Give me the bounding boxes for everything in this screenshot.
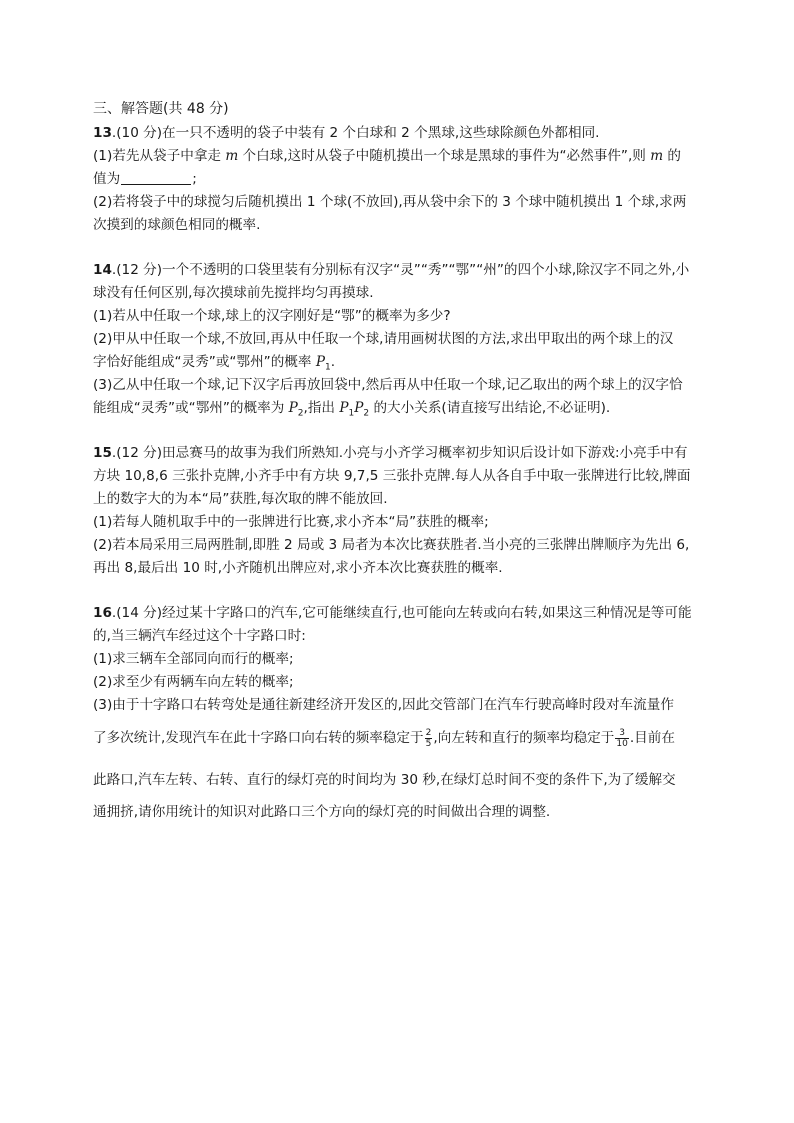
q13-number: 13 <box>93 125 112 141</box>
q13-line-1: 13.(10 分)在一只不透明的袋子中装有 2 个白球和 2 个黑球,这些球除颜色外都相同. <box>93 125 600 141</box>
q14-line-2: 球没有任何区别,每次摸球前先搅拌均匀再摸球. <box>93 285 374 301</box>
q15-line-2: 方块 10,8,6 三张扑克牌,小齐手中有方块 9,7,5 三张扑克牌.每人从各自手中取一张牌进行比较,牌面 <box>93 468 691 484</box>
q16-line-7: 此路口,汽车左转、右转、直行的绿灯亮的时间均为 30 秒,在绿灯总时间不变的条件下,为了缓解交 <box>93 772 676 788</box>
q13-line-5: 次摸到的球颜色相同的概率. <box>93 217 261 233</box>
q16-line-8: 通拥挤,请你用统计的知识对此路口三个方向的绿灯亮的时间做出合理的调整. <box>93 804 551 820</box>
fraction-two-fifths: $\frac{2}{5}$ <box>425 727 432 749</box>
q16-line-5: (3)由于十字路口右转弯处是通往新建经济开发区的,因此交管部门在汽车行驶高峰时段对车流量作 <box>93 697 674 713</box>
q16-line-4: (2)求至少有两辆车向左转的概率; <box>93 674 294 690</box>
q16-line-3: (1)求三辆车全部同向而行的概率; <box>93 651 294 667</box>
q16-line-1: 16.(14 分)经过某十字路口的汽车,它可能继续直行,也可能向左转或向右转,如果这三种情况是等可能 <box>93 605 692 621</box>
variable-p: P <box>339 400 349 416</box>
variable-m: m <box>225 148 239 164</box>
q15-line-1: 15.(12 分)田忌赛马的故事为我们所熟知.小亮与小齐学习概率初步知识后设计如下游戏:小亮手中有 <box>93 445 688 461</box>
q14-line-1: 14.(12 分)一个不透明的口袋里装有分别标有汉字“灵”“秀”“鄂”“州”的四个小球,除汉字不同之外,小 <box>93 262 690 278</box>
answer-blank[interactable] <box>121 170 191 185</box>
q14-line-7: 能组成“灵秀”或“鄂州”的概率为 $P_2$,指出 $P_1P_2$ 的大小关系(请直接写出结论,不必证明). <box>93 400 611 419</box>
q15-line-3: 上的数字大的为本“局”获胜,每次取的牌不能放回. <box>93 491 388 507</box>
q13-line-3: 值为 ; <box>93 171 197 187</box>
question-15 <box>93 442 705 580</box>
q16-line-6: 了多次统计,发现汽车在此十字路口向右转的频率稳定于 $\frac{2}{5}$ ,向左转和直行的频率均稳定于 $\frac{3}{10}$ .目前在 <box>93 727 675 749</box>
q13-line-4: (2)若将袋子中的球搅匀后随机摸出 1 个球(不放回),再从袋中余下的 3 个球中随机摸出 1 个球,求两 <box>93 194 687 210</box>
variable-p: P <box>288 400 298 416</box>
q14-line-4: (2)甲从中任取一个球,不放回,再从中任取一个球,请用画树状图的方法,求出甲取出的两个球上的汉 <box>93 331 674 347</box>
q15-line-6: 再出 8,最后出 10 时,小齐随机出牌应对,求小齐本次比赛获胜的概率. <box>93 560 503 576</box>
question-13 <box>93 122 705 237</box>
section-title: 三、解答题(共 48 分) <box>93 101 229 117</box>
q14-line-6: (3)乙从中任取一个球,记下汉字后再放回袋中,然后再从中任取一个球,记乙取出的两个球上的汉字恰 <box>93 377 683 393</box>
variable-p: P <box>354 400 364 416</box>
fraction-three-tenths: $\frac{3}{10}$ <box>616 727 628 749</box>
q15-line-4: (1)若每人随机取手中的一张牌进行比赛,求小齐本“局”获胜的概率; <box>93 514 489 530</box>
variable-m: m <box>650 148 664 164</box>
q14-line-3: (1)若从中任取一个球,球上的汉字刚好是“鄂”的概率为多少? <box>93 308 451 324</box>
q16-number: 16 <box>93 605 112 621</box>
q14-line-5: 字恰好能组成“灵秀”或“鄂州”的概率 $P_1$. <box>93 354 336 373</box>
q13-line-2: (1)若先从袋子中拿走 m 个白球,这时从袋子中随机摸出一个球是黑球的事件为“必然事件”,则 m 的 <box>93 148 682 164</box>
q16-line-2: 的,当三辆汽车经过这个十字路口时: <box>93 628 306 644</box>
q14-number: 14 <box>93 262 112 278</box>
exam-page <box>93 98 705 846</box>
q15-line-5: (2)若本局采用三局两胜制,即胜 2 局或 3 局者为本次比赛获胜者.当小亮的三张牌出牌顺序为先出 6, <box>93 537 690 553</box>
q15-number: 15 <box>93 445 112 461</box>
variable-p: P <box>315 354 325 370</box>
question-16 <box>93 602 705 824</box>
question-14 <box>93 259 705 420</box>
